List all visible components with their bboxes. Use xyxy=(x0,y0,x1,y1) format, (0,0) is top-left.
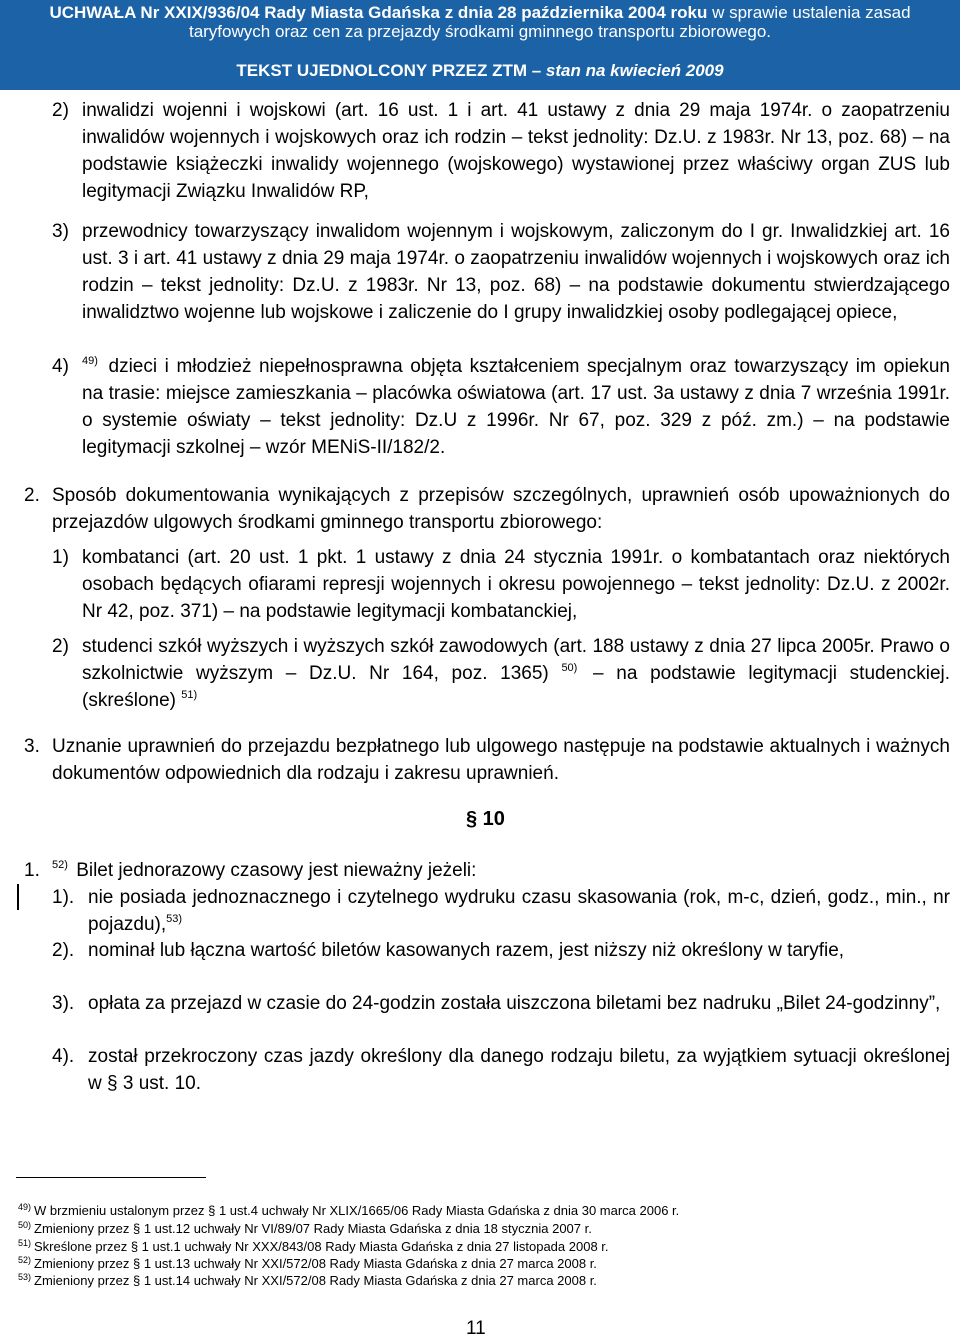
header-status-date: stan na kwiecień 2009 xyxy=(545,61,724,80)
footnote-49 xyxy=(18,1203,679,1220)
point-3-number: 3. xyxy=(24,736,40,757)
s10-item-1-paragraph xyxy=(88,884,950,938)
footnote-53 xyxy=(18,1273,597,1290)
footnote-ref-49[interactable]: 49) xyxy=(82,355,98,367)
item-4-number: 4) xyxy=(52,356,69,377)
s10-item-3-text: opłata za przejazd w czasie do 24-godzin została uiszczona biletami bez nadruku „Bilet 24-godzinny”, xyxy=(88,993,941,1014)
document-header-banner xyxy=(0,0,960,90)
item-2-number: 2) xyxy=(52,100,69,121)
s10-point-1-paragraph xyxy=(52,857,950,884)
point-2-item-2-number: 2) xyxy=(52,636,69,657)
footnote-49-text: W brzmieniu ustalonym przez § 1 ust.4 uchwały Nr XLIX/1665/06 Rady Miasta Gdańska z dnia 30 marca 2006 r. xyxy=(34,1203,680,1218)
s10-item-4-text: został przekroczony czas jazdy określony dla danego rodzaju biletu, za wyjątkiem sytuacji określonej w § 3 ust. 10. xyxy=(88,1046,950,1094)
s10-item-4-number: 4). xyxy=(52,1046,75,1067)
footnote-ref-52[interactable]: 52) xyxy=(52,859,68,871)
revision-change-bar xyxy=(17,884,19,910)
item-3-number: 3) xyxy=(52,221,69,242)
point-2-item-2-paragraph xyxy=(82,633,950,714)
header-line-1-bold: UCHWAŁA Nr XXIX/936/04 Rady Miasta Gdańska z dnia 28 października 2004 roku xyxy=(49,3,708,22)
point-2-number: 2. xyxy=(24,485,40,506)
footnote-52-number: 52) xyxy=(18,1255,32,1265)
point-2-item-2-text-b: – na podstawie legitymacji studenckiej. (skreślone) xyxy=(82,663,951,711)
header-line-3 xyxy=(0,61,960,81)
s10-point-1-text: Bilet jednorazowy czasowy jest nieważny jeżeli: xyxy=(76,860,477,881)
item-2-text: inwalidzi wojenni i wojskowi (art. 16 ust. 1 i art. 41 ustawy z dnia 29 maja 1974r. o zaopatrzeniu inwalidów wojennych i wojskowych oraz ich rodzin – tekst jednolity: Dz.U. z 1983r. Nr 13, poz. 68) – na podstawie książeczki inwalidy wojennego (wojskowego) wystawionej przez właściwy organ ZUS lub legitymacji Związku Inwalidów RP, xyxy=(82,100,950,202)
footnote-ref-53[interactable]: 53) xyxy=(166,913,183,925)
footnote-52-text: Zmieniony przez § 1 ust.13 uchwały Nr XXI/572/08 Rady Miasta Gdańska z dnia 27 marca 2008 r. xyxy=(34,1256,597,1271)
s10-item-1-number: 1). xyxy=(52,887,75,908)
footnote-53-text: Zmieniony przez § 1 ust.14 uchwały Nr XXI/572/08 Rady Miasta Gdańska z dnia 27 marca 2008 r. xyxy=(34,1273,597,1288)
point-2-item-2-text-a: studenci szkół wyższych i wyższych szkół zawodowych (art. 188 ustawy z dnia 27 lipca 2005r. Prawo o szkolnictwie wyższym – Dz.U. Nr 164, poz. 1365) xyxy=(82,636,950,684)
footnote-52 xyxy=(18,1256,597,1273)
item-4-text: dzieci i młodzież niepełnosprawna objęta kształceniem specjalnym oraz towarzyszący im opiekun na trasie: miejsce zamieszkania – placówka oświatowa (art. 17 ust. 3a ustawy z dnia 7 września 1991r. o systemie oświaty – tekst jednolity: Dz.U z 1996r. Nr 67, poz. 329 z póź. zm.) – na podstawie legitymacji szkolnej – wzór MENiS-II/182/2. xyxy=(82,356,950,458)
s10-item-1-text: nie posiada jednoznacznego i czytelnego wydruku czasu skasowania (rok, m-c, dzień, godz., min., nr pojazdu), xyxy=(88,887,950,935)
footnote-51 xyxy=(18,1239,609,1256)
footnote-50-number: 50) xyxy=(18,1220,32,1230)
footnote-ref-51[interactable]: 51) xyxy=(181,689,198,701)
s10-item-2-text: nominał lub łączna wartość biletów kasowanych razem, jest niższy niż określony w taryfie, xyxy=(88,940,845,961)
section-heading: § 10 xyxy=(466,808,505,830)
header-line-1-rest: w sprawie ustalenia zasad xyxy=(707,3,911,22)
header-line-2: taryfowych oraz cen za przejazdy środkami gminnego transportu zbiorowego. xyxy=(188,22,772,41)
point-2-item-1-number: 1) xyxy=(52,547,69,568)
footnote-separator xyxy=(16,1177,206,1178)
footnote-50 xyxy=(18,1221,592,1238)
footnote-51-number: 51) xyxy=(18,1238,32,1248)
s10-item-2-number: 2). xyxy=(52,940,75,961)
s10-item-3-number: 3). xyxy=(52,993,75,1014)
page-number: 11 xyxy=(466,1318,486,1339)
header-consolidated-text: TEKST UJEDNOLCONY PRZEZ ZTM – xyxy=(236,61,546,80)
s10-point-1-number: 1. xyxy=(24,860,40,881)
point-2-text: Sposób dokumentowania wynikających z przepisów szczególnych, uprawnień osób upoważnionych do przejazdów ulgowych środkami gminnego transportu zbiorowego: xyxy=(52,485,950,533)
point-3-text: Uznanie uprawnień do przejazdu bezpłatnego lub ulgowego następuje na podstawie aktualnych i ważnych dokumentów odpowiednich dla rodzaju i zakresu uprawnień. xyxy=(52,736,950,784)
footnote-49-number: 49) xyxy=(18,1202,32,1212)
item-3-text: przewodnicy towarzyszący inwalidom wojennym i wojskowym, zaliczonym do I gr. Inwalidzkiej art. 16 ust. 3 i art. 41 ustawy z dnia 29 maja 1974r. o zaopatrzeniu inwalidów wojennych i wojskowych oraz ich rodzin – tekst jednolity: Dz.U. z 1983r. Nr 13, poz. 68) – na podstawie dokumentu stwierdzającego inwalidztwo wojenne lub wojskowe i zaliczenie do I grupy inwalidzkiej osoby podlegającej opiece, xyxy=(82,221,950,323)
footnote-ref-50[interactable]: 50) xyxy=(561,662,578,674)
footnote-50-text: Zmieniony przez § 1 ust.12 uchwały Nr VI/89/07 Rady Miasta Gdańska z dnia 18 stycznia 2007 r. xyxy=(34,1221,592,1236)
item-4-paragraph xyxy=(82,353,950,461)
header-line-1 xyxy=(0,3,960,23)
footnote-51-text: Skreślone przez § 1 ust.1 uchwały Nr XXX/843/08 Rady Miasta Gdańska z dnia 27 listopada 2008 r. xyxy=(34,1239,609,1254)
footnote-53-number: 53) xyxy=(18,1272,32,1282)
point-2-item-1-text: kombatanci (art. 20 ust. 1 pkt. 1 ustawy z dnia 24 stycznia 1991r. o kombatantach oraz niektórych osobach będących ofiarami represji wojennych i okresu powojennego – tekst jednolity: Dz.U. z 2002r. Nr 42, poz. 371) – na podstawie legitymacji kombatanckiej, xyxy=(82,547,950,622)
